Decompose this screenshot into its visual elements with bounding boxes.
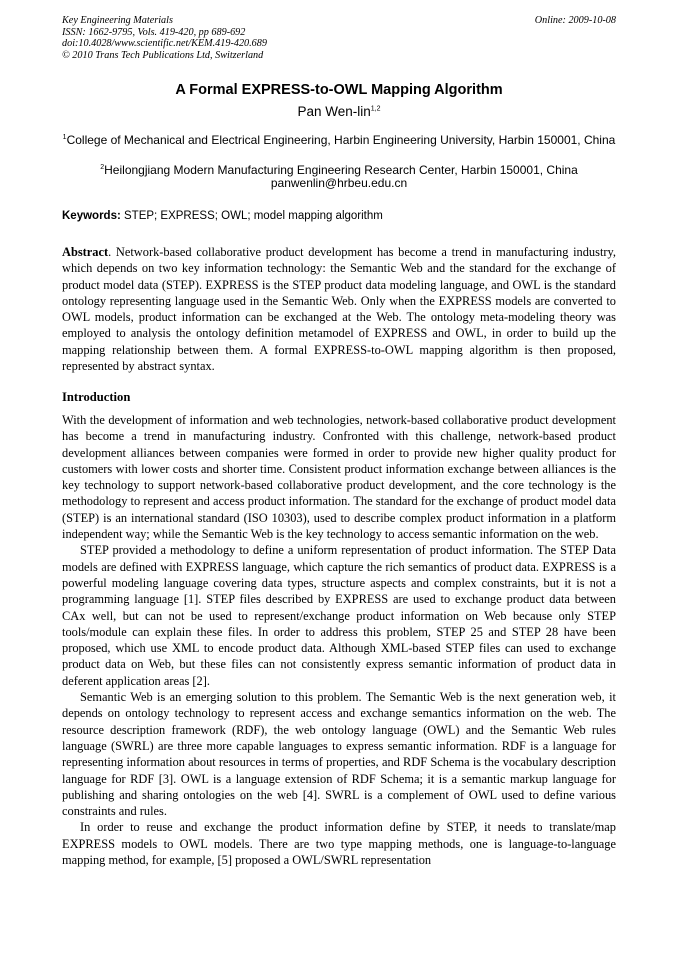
author-email: panwenlin@hrbeu.edu.cn: [270, 176, 408, 190]
intro-paragraph-4: In order to reuse and exchange the product information define by STEP, it needs to translate/map EXPRESS models to OWL models. There are two type mapping methods, one is language-to-language mapping method, for example, [5] proposed a OWL/SWRL representation: [62, 820, 616, 868]
journal-name: Key Engineering Materials: [62, 15, 173, 26]
online-date: Online: 2009-10-08: [534, 15, 616, 26]
keywords: [62, 210, 616, 222]
doi-line: doi:10.4028/www.scientific.net/KEM.419-420.689: [62, 38, 267, 50]
abstract-text: . Network-based collaborative product development has become a trend in manufacturing industry, which depends on two key information technology: the Semantic Web and the standard for the exchange of product model data (STEP). EXPRESS is the STEP product data modeling language, and OWL is the standard ontology representing language used in the Semantic Web. Only when the EXPRESS models are converted to OWL models, product information can be exchanged at the Web. The ontology meta-modeling theory was employed to analysis the ontology definition metamodel of EXPRESS and OWL, in order to build up the mapping relationship between them. A formal EXPRESS-to-OWL mapping algorithm is then proposed, represented by abstract syntax.: [62, 245, 616, 374]
copyright-line: © 2010 Trans Tech Publications Ltd, Switzerland: [62, 49, 264, 61]
paper-title: A Formal EXPRESS-to-OWL Mapping Algorithm: [175, 82, 503, 98]
affiliation-2-text: Heilongjiang Modern Manufacturing Engineering Research Center, Harbin 150001, China: [104, 163, 578, 177]
intro-paragraph-1: With the development of information and web technologies, network-based collaborative product development has become a trend in manufacturing industry. Confronted with this challenge, network-based product development alliances between companies were formed in order to provide new higher quality product for customers with lower costs and shorter time. Consistent product information exchange between alliances is the key technology to support network-based collaborative product development, and the core technology is the methodology to represent and access product information. The standard for the exchange of product model data (STEP) is an international standard (ISO 10303), used to describe complex product information in a platform independent way; while the Semantic Web is the key technology to access semantic information on the web.: [62, 413, 616, 542]
intro-paragraph-3: Semantic Web is an emerging solution to this problem. The Semantic Web is the next generation web, it depends on ontology technology to represent access and exchange semantics information on the web. The resource description framework (RDF), the web ontology language (OWL) and the Semantic Web rules language (SWRL) are three more capable languages to express semantic information. RDF is a language for representing information about resources in terms of properties, and RDF Schema is the vocabulary description language for RDF [3]. OWL is a language extension of RDF Schema; it is a semantic markup language for publishing and sharing ontologies on the web [4]. SWRL is a complement of OWL used to define various constraints and rules.: [62, 690, 616, 819]
section-heading-introduction: Introduction: [62, 390, 131, 404]
introduction-body: [62, 412, 616, 868]
keywords-label: Keywords:: [62, 210, 121, 222]
author-name: Pan Wen-lin: [297, 104, 371, 119]
issn-line: ISSN: 1662-9795, Vols. 419-420, pp 689-692: [62, 26, 246, 38]
keywords-list: STEP; EXPRESS; OWL; model mapping algorithm: [124, 210, 383, 222]
abstract: [62, 244, 616, 374]
affiliation-1-mark: 1: [62, 134, 67, 141]
affiliation-2-mark: 2: [100, 164, 105, 171]
affiliation-1: [62, 130, 616, 149]
author-affiliation-marks: 1,2: [370, 105, 381, 113]
affiliation-1-text: College of Mechanical and Electrical Engineering, Harbin Engineering University, Harbin 150001, China: [66, 133, 616, 147]
author-line: [62, 104, 616, 119]
journal-header: [62, 15, 616, 61]
abstract-label: Abstract: [62, 245, 109, 259]
intro-paragraph-2: STEP provided a methodology to define a uniform representation of product information. The STEP Data models are defined with EXPRESS language, which capture the rich semantics of product data. EXPRESS is a powerful modeling language covering data types, structure aspects and complex constraints, but it is not a programming language [1]. STEP files described by EXPRESS are used to exchange product data between CAx well, but can not be used to represent/exchange product information on Web because only STEP tools/module can explain these files. In order to address this problem, STEP 25 and STEP 28 have been proposed, which use XML to encode product data. Although XML-based STEP files can used to exchange product data on Web, but these files can not consistently express semantic information of product data in deferent application areas [2].: [62, 543, 616, 688]
